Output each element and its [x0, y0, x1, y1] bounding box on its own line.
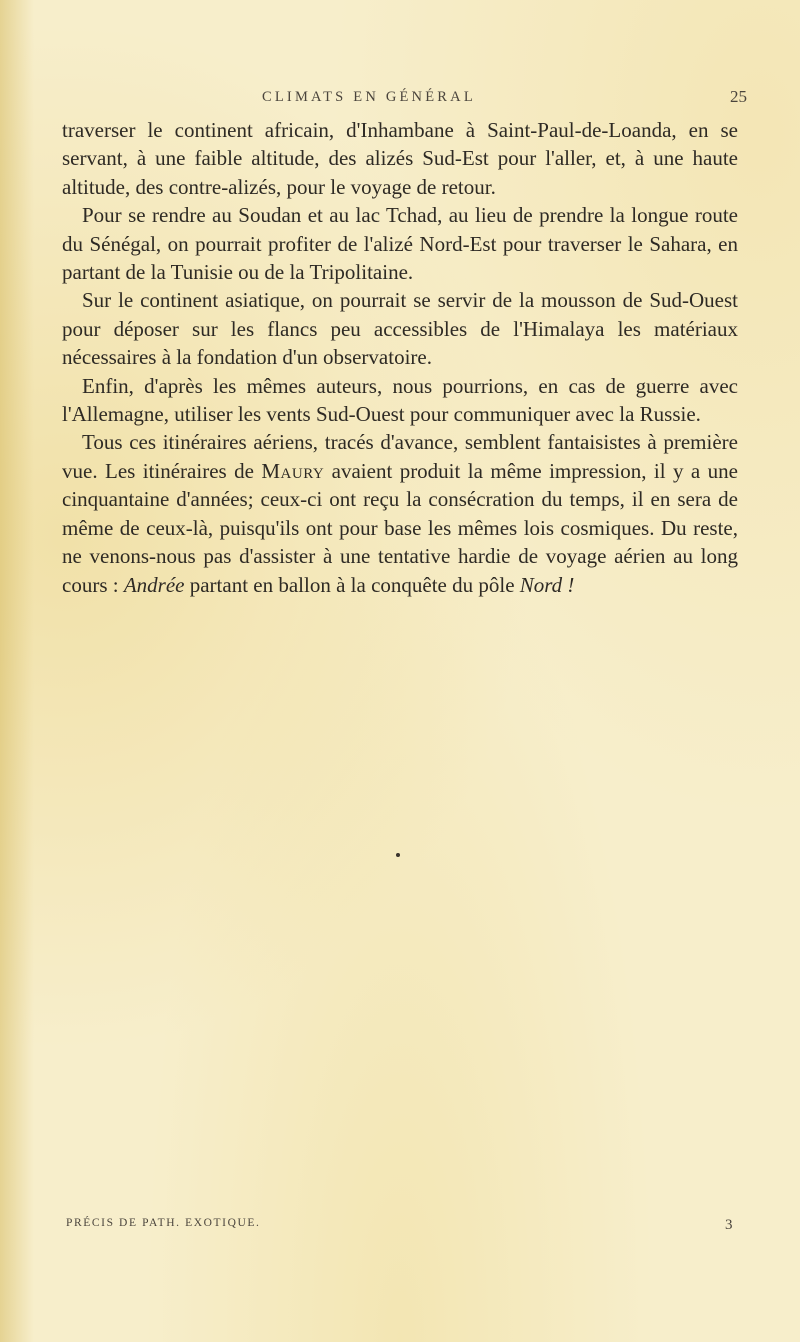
paragraph-5-text-b: avaient produit la même impression, il y a une cinquantaine d'années; ceux-ci ont reçu la consécration du temps, il en sera de même de ceux-là, puisqu'ils ont pour base les mêmes lois cosmiques. Du reste, ne venons-nous pas d'assister à une tentative hardie de voyage aérien au long cours :: [62, 458, 738, 597]
ink-speck: [396, 853, 400, 857]
signature-mark: 3: [725, 1217, 733, 1233]
body-text: [62, 116, 738, 599]
running-head: [0, 89, 800, 111]
page-number: 25: [730, 87, 747, 106]
paragraph-1: traverser le continent africain, d'Inhambane à Saint-Paul-de-Loanda, en se servant, à une faible altitude, des alizés Sud-Est pour l'aller, et, à une haute altitude, des contre-alizés, pour le voyage de retour.: [62, 118, 738, 199]
italic-andree: Andrée: [123, 572, 185, 597]
paragraph-3: Sur le continent asiatique, on pourrait se servir de la mousson de Sud-Ouest pour déposer sur les flancs peu accessibles de l'Himalaya les matériaux nécessaires à la fondation d'un observatoire.: [62, 288, 738, 370]
printer-signature: PRÉCIS DE PATH. EXOTIQUE.: [66, 1217, 261, 1229]
paragraph-4: Enfin, d'après les mêmes auteurs, nous pourrions, en cas de guerre avec l'Allemagne, utiliser les vents Sud-Ouest pour communiquer avec la Russie.: [62, 373, 738, 427]
paragraph-5: [62, 428, 738, 598]
paragraph-2: Pour se rendre au Soudan et au lac Tchad, au lieu de prendre la longue route du Sénégal, on pourrait profiter de l'alizé Nord-Est pour traverser le Sahara, en partant de la Tunisie ou de la Tripolitaine.: [62, 203, 738, 285]
italic-nord: Nord !: [519, 572, 575, 597]
author-name-maury: Maury: [261, 458, 325, 483]
signature-line: [0, 1217, 800, 1237]
page-edge-shading: [0, 0, 34, 1342]
paragraph-5-text-c: partant en ballon à la conquête du pôle: [184, 572, 520, 597]
paragraph-5-text-a: Tous ces itinéraires aériens, tracés d'avance, semblent fantaisistes à première vue. Les itinéraires de: [62, 430, 738, 483]
running-title: CLIMATS EN GÉNÉRAL: [262, 89, 476, 105]
